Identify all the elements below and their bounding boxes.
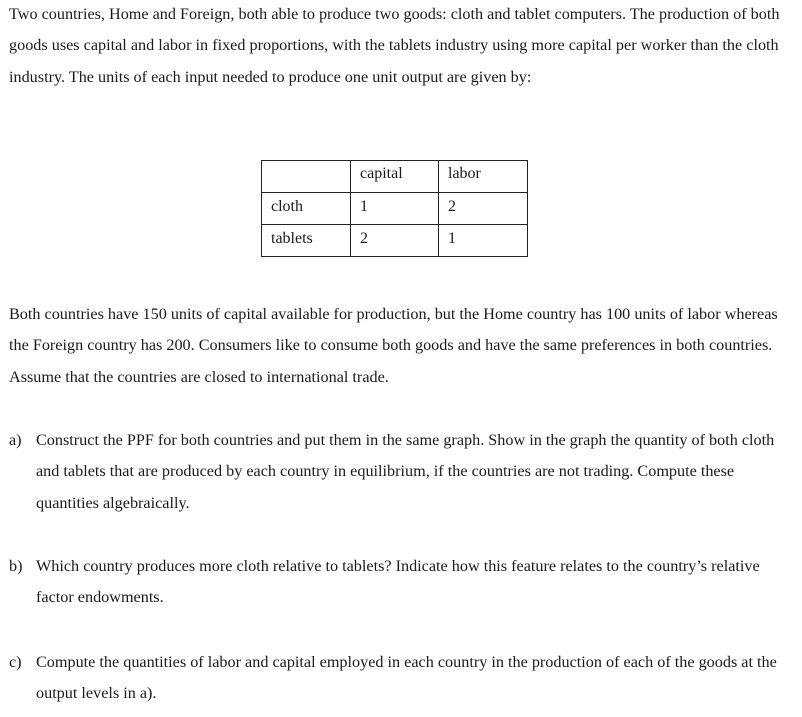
availability-paragraph: Both countries have 150 units of capital available for production, but the Home country has 100 units of labor whereas the Foreign country has 200. Consumers like to consume both goods and have the same preferences in both countries. Assume that the countries are closed to international trade. (9, 305, 778, 386)
table-cell-labor: 2 (439, 193, 528, 225)
question-text: Which country produces more cloth relative to tablets? Indicate how this feature relates to the country’s relative factor endowments. (36, 557, 760, 607)
table-header-labor: labor (439, 161, 528, 193)
question-b (9, 551, 799, 614)
table-cell-labor: 1 (439, 225, 528, 257)
question-letter: b) (9, 557, 23, 575)
table-cell-capital: 2 (351, 225, 439, 257)
question-c (9, 647, 799, 710)
intro-paragraph: Two countries, Home and Foreign, both able to produce two goods: cloth and tablet computers. The production of both goods uses capital and labor in fixed proportions, with the tablets industry using more capital per worker than the cloth industry. The units of each input needed to produce one unit output are given by: (9, 5, 780, 86)
question-a (9, 425, 799, 519)
table-header-empty (262, 161, 351, 193)
question-text: Construct the PPF for both countries and put them in the same graph. Show in the graph the quantity of both cloth and tablets that are produced by each country in equilibrium, if the countries are not trading. Compute these quantities algebraically. (36, 431, 775, 512)
table-cell-good: cloth (262, 193, 351, 225)
table-cell-good: tablets (262, 225, 351, 257)
question-text: Compute the quantities of labor and capital employed in each country in the production of each of the goods at the output levels in a). (36, 653, 777, 703)
question-letter: a) (9, 431, 22, 449)
table-cell-capital: 1 (351, 193, 439, 225)
table-header-capital: capital (351, 161, 439, 193)
table-row-tablets (262, 225, 528, 257)
table-header-row (262, 161, 528, 193)
input-requirements-table (261, 160, 528, 257)
table-row-cloth (262, 193, 528, 225)
question-letter: c) (9, 653, 22, 671)
